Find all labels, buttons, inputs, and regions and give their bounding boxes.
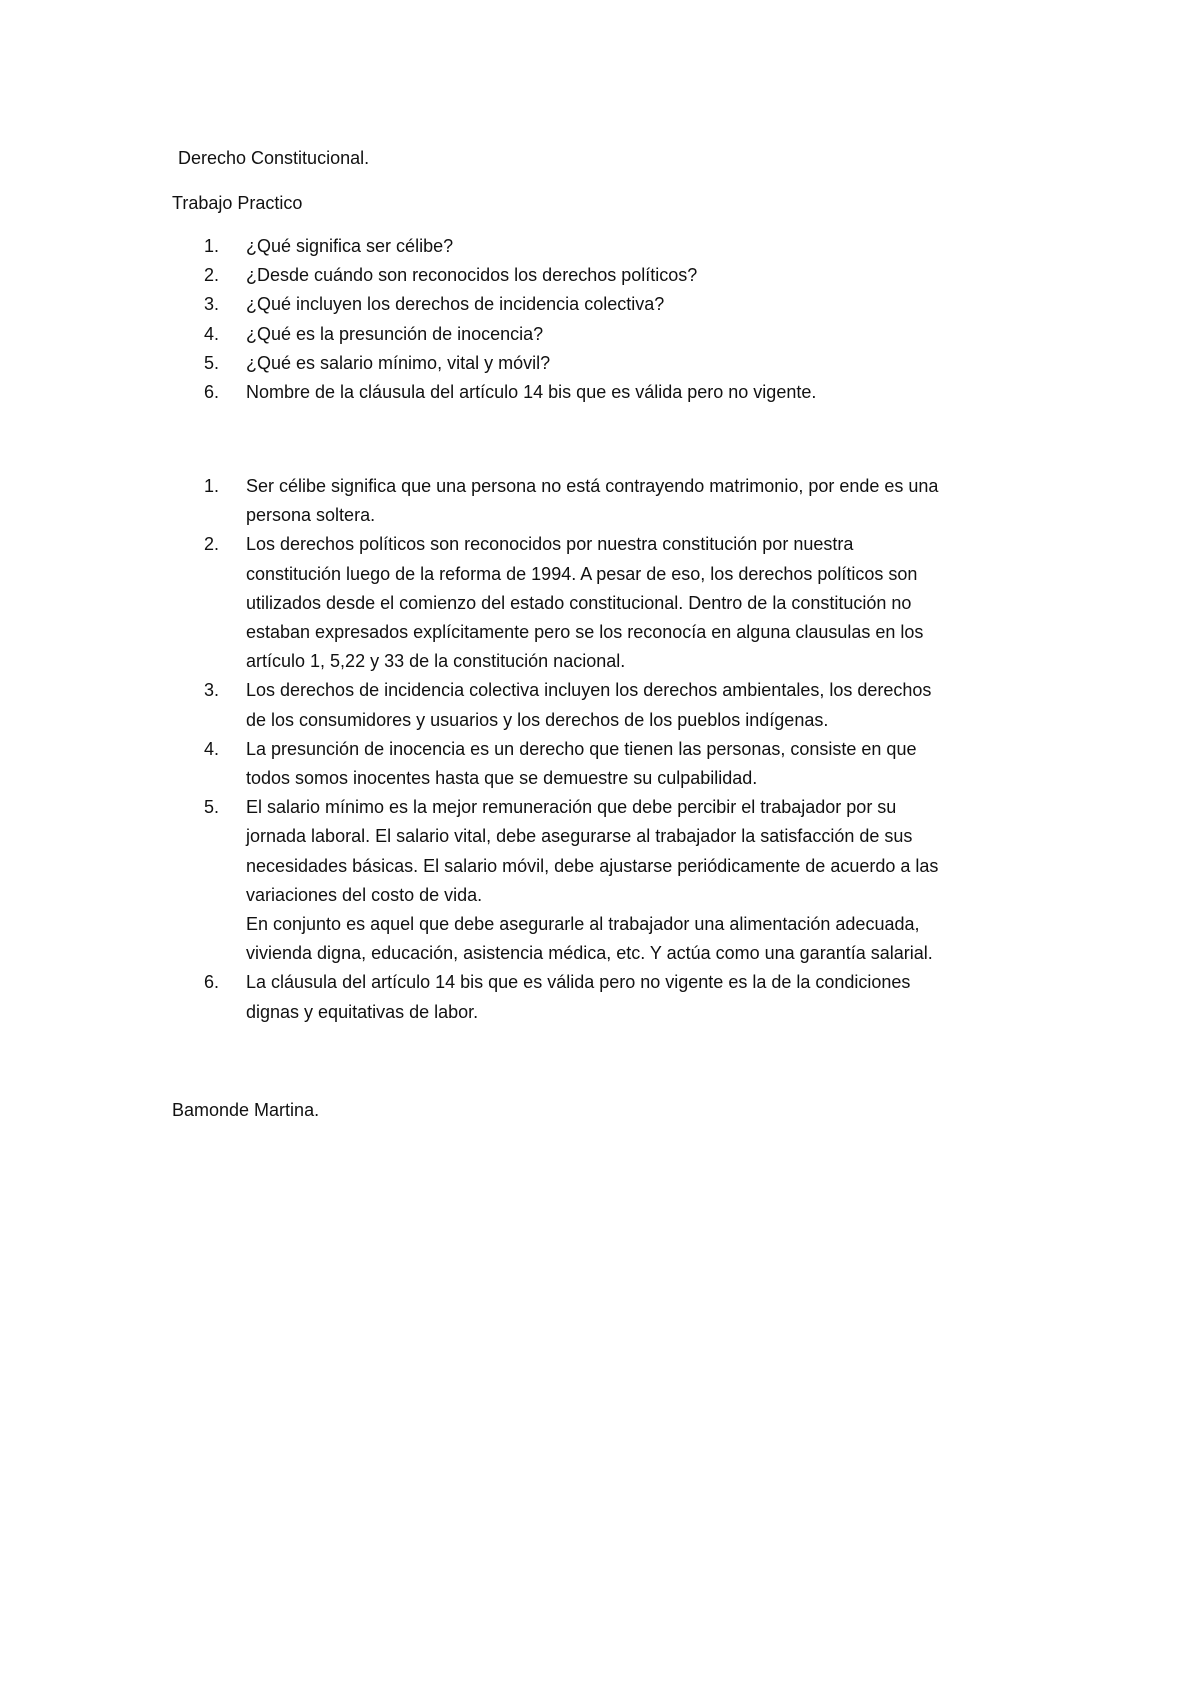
answer-line: artículo 1, 5,22 y 33 de la constitución nacional.: [246, 651, 626, 672]
answer-item: [172, 735, 1072, 793]
answer-number: 6.: [204, 972, 220, 993]
answer-line: necesidades básicas. El salario móvil, debe ajustarse periódicamente de acuerdo a las: [246, 855, 939, 876]
answer-number: 1.: [204, 476, 220, 496]
answer-line: En conjunto es aquel que debe asegurarle al trabajador una alimentación adecuada,: [246, 914, 920, 935]
answer-item: [172, 530, 1072, 676]
answer-line: La presunción de inocencia es un derecho que tienen las personas, consiste en que: [246, 738, 917, 759]
question-text: ¿Qué es salario mínimo, vital y móvil?: [246, 352, 551, 373]
answer-line: jornada laboral. El salario vital, debe asegurarse al trabajador la satisfacción de sus: [246, 826, 913, 847]
answer-line: de los consumidores y usuarios y los derechos de los pueblos indígenas.: [246, 709, 829, 730]
answer-line: vivienda digna, educación, asistencia médica, etc. Y actúa como una garantía salarial.: [246, 943, 933, 964]
answer-text: [246, 676, 1072, 734]
answer-line: Los derechos políticos son reconocidos por nuestra constitución por nuestra: [246, 534, 854, 555]
question-text: ¿Qué incluyen los derechos de incidencia colectiva?: [246, 294, 665, 315]
answer-line: Los derechos de incidencia colectiva incluyen los derechos ambientales, los derechos: [246, 680, 932, 701]
question-number: 3.: [204, 294, 220, 315]
answer-line: constitución luego de la reforma de 1994. A pesar de eso, los derechos políticos son: [246, 563, 918, 584]
question-number: 1.: [204, 236, 220, 256]
question-number: 2.: [204, 265, 220, 286]
questions-list: [172, 232, 1072, 407]
question-text: Nombre de la cláusula del artículo 14 bis que es válida pero no vigente.: [246, 382, 817, 403]
answer-text: [246, 793, 1072, 968]
question-text: ¿Qué significa ser célibe?: [246, 236, 454, 256]
answer-line: El salario mínimo es la mejor remuneración que debe percibir el trabajador por su: [246, 797, 897, 818]
answer-item: [172, 676, 1072, 734]
answer-text: [246, 530, 1072, 676]
answer-number: 5.: [204, 797, 220, 818]
question-number: 6.: [204, 382, 220, 403]
question-item: [172, 378, 1072, 407]
answer-line: variaciones del costo de vida.: [246, 884, 483, 905]
author-signature: Bamonde Martina.: [172, 1100, 320, 1120]
answer-line: utilizados desde el comienzo del estado constitucional. Dentro de la constitución no: [246, 592, 912, 613]
answer-line: persona soltera.: [246, 505, 376, 526]
question-number: 4.: [204, 323, 220, 344]
answers-list: [172, 472, 1072, 1027]
question-text: ¿Desde cuándo son reconocidos los derechos políticos?: [246, 265, 698, 286]
answer-line: estaban expresados explícitamente pero se los reconocía en alguna clausulas en los: [246, 622, 924, 643]
answer-number: 3.: [204, 680, 220, 701]
question-item: [172, 349, 1072, 378]
answer-text: [246, 968, 1072, 1026]
answer-line: dignas y equitativas de labor.: [246, 1001, 479, 1022]
answer-item: [172, 968, 1072, 1026]
answer-text: [246, 472, 1072, 530]
answer-item: [172, 793, 1072, 968]
question-item: [172, 320, 1072, 349]
answer-item: [172, 472, 1072, 530]
answer-number: 2.: [204, 534, 220, 555]
answer-number: 4.: [204, 738, 220, 759]
answer-line: Ser célibe significa que una persona no está contrayendo matrimonio, por ende es una: [246, 476, 939, 496]
question-item: [172, 261, 1072, 290]
document-subtitle: Trabajo Practico: [172, 193, 303, 213]
answer-line: todos somos inocentes hasta que se demuestre su culpabilidad.: [246, 768, 758, 789]
answer-text: [246, 735, 1072, 793]
question-number: 5.: [204, 352, 220, 373]
document-title: Derecho Constitucional.: [178, 148, 370, 168]
answer-line: La cláusula del artículo 14 bis que es válida pero no vigente es la de la condiciones: [246, 972, 911, 993]
question-text: ¿Qué es la presunción de inocencia?: [246, 323, 544, 344]
question-item: [172, 232, 1072, 261]
question-item: [172, 290, 1072, 319]
